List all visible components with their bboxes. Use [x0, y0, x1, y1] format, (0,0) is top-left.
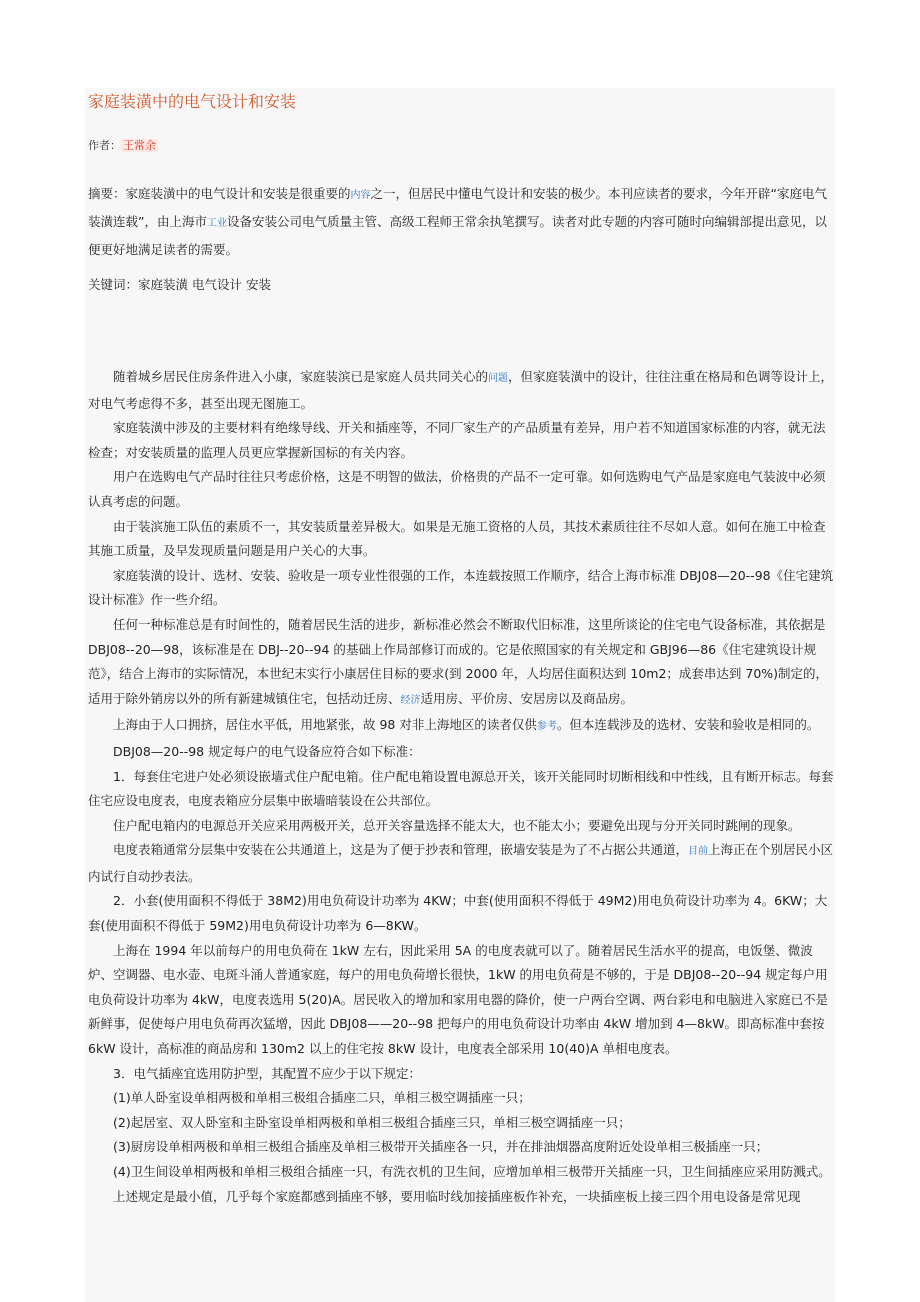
- article-body: [88, 365, 836, 1209]
- keyword-link-economy[interactable]: 经济: [400, 694, 421, 706]
- paragraph: 随着城乡居民住房条件进入小康，家庭装滨已是家庭人员共同关心的问题，但家庭装潢中的设计，往往注重在格局和色调等设计上，对电气考虑得不多，甚至出现无图施工。: [88, 369, 834, 411]
- abstract-text: 摘要：家庭装潢中的电气设计和安装是很重要的: [88, 186, 351, 201]
- article-title: 家庭装潢中的电气设计和安装: [88, 92, 297, 111]
- paragraph: 3．电气插座宜选用防护型，其配置不应少于以下规定：: [113, 1065, 421, 1081]
- author-name-link[interactable]: 王常余: [123, 139, 156, 152]
- paragraph: (1)单人卧室设单相两极和单相三极组合插座二只，单相三极空调插座一只；: [113, 1090, 531, 1106]
- abstract-text: 设备安装公司电气质量主管、高级工程师王常余执笔撰写。读者对此专题的内容可随时向编辑部提出意见，以便更好地满足读者的需要。: [88, 214, 827, 257]
- paragraph: 上海在 1994 年以前每户的用电负荷在 1kW 左右，因此采用 5A 的电度表就可以了。随着居民生活水平的提高，电饭堡、微波炉、空调器、电水壶、电斑斗涌人普通家庭，每户的用电负荷增长很快，1kW 的用电负荷是不够的，于是 DBJ08--20--94 规定每户用电负荷设计功率为 4kW，电度表选用 5(20)A。居民收入的增加和家用电器的降价，使一户两台空调、两台彩电和电脑进入家庭已不是新鲜事，促使每户用电负荷再次猛增，因此 DBJ08——20--98 把每户的用电负荷设计功率由 4kW 增加到 4—8kW。即高标准中套按 6kW 设计，高标准的商品房和 130m2 以上的住宅按 8kW 设计，电度表全部采用 10(40)A 单相电度表。: [88, 942, 829, 1057]
- keyword-link-current[interactable]: 目前: [688, 846, 709, 858]
- paragraph: 上述规定是最小值，几乎每个家庭都感到插座不够，要用临时线加接插座板作补充，一块插座板上接三四个用电设备是常见现: [113, 1188, 801, 1204]
- keyword-link-reference[interactable]: 参考: [536, 721, 557, 733]
- abstract: [88, 181, 834, 263]
- author-line: [88, 137, 158, 153]
- paragraph: 由于装滨施工队伍的素质不一，其安装质量差异极大。如果是无施工资格的人员，其技术素质往往不尽如人意。如何在施工中检查其施工质量，及早发现质量问题是用户关心的大事。: [88, 518, 826, 559]
- abstract-text: 之一，但居民中懂电气设计和安装的极少。本刊应读者的要求，今年开辟“家庭电气装潢连载”，由上海市: [88, 186, 827, 229]
- paragraph: 家庭装潢中涉及的主要材料有绝缘导线、开关和插座等，不同厂家生产的产品质量有差异，用户若不知道国家标准的内容，就无法检查；对安装质量的监理人员更应掌握新国标的有关内容。: [88, 420, 826, 460]
- keyword-link-content[interactable]: 内容: [350, 190, 371, 201]
- author-label: 作者：: [88, 139, 121, 152]
- paragraph: DBJ08—20--98 规定每户的电气设备应符合如下标准：: [113, 743, 421, 759]
- paragraph: 2．小套(使用面积不得低于 38M2)用电负荷设计功率为 4KW；中套(使用面积不得低于 49M2)用电负荷设计功率为 4。6KW；大套(使用面积不得低于 59M2)用电负荷设计功率为 6—8KW。: [88, 893, 828, 934]
- keywords: 关键词：家庭装潢 电气设计 安装: [88, 277, 271, 292]
- keyword-link-problem[interactable]: 问题: [488, 373, 509, 384]
- paragraph: 1．每套住宅进户处必须设嵌墙式住户配电箱。住户配电箱设置电源总开关，该开关能同时切断相线和中性线，且有断开标志。每套住宅应设电度表，电度表箱应分层集中嵌墙暗装设在公共部位。: [88, 768, 834, 809]
- paragraph: 任何一种标准总是有时间性的，随着居民生活的进步，新标准必然会不断取代旧标准，这里所谈论的住宅电气设备标准，其依据是 DBJ08--20—98，该标准是在 DBJ--20--94 的基础上作局部修订而成的。它是依照国家的有关规定和 GBJ96—86《住宅建筑设计规范》，结合上海市的实际情况，本世纪末实行小康居住目标的要求(到 2000 年，人均居住面积达到 10m2；成套串达到 70%)制定的，适用于除外销房以外的所有新建城镇住宅，包括动迁房、经济适用房、平价房、安居房以及商品房。: [88, 616, 829, 706]
- paragraph: (3)厨房设单相两极和单相三极组合插座及单相三极带开关插座各一只，并在排油烟器高度附近处设单相三极插座一只；: [113, 1139, 769, 1155]
- paragraph: 电度表箱通常分层集中安装在公共通道上，这是为了便于抄表和管理，嵌墙安装是为了不占据公共通道，目前上海正在个别居民小区内试行自动抄表法。: [88, 842, 834, 884]
- paragraph: 用户在选购电气产品时往往只考虑价格，这是不明智的做法，价格贵的产品不一定可靠。如何选购电气产品是家庭电气装波中必须认真考虑的问题。: [88, 469, 826, 509]
- paragraph: 家庭装潢的设计、选材、安装、验收是一项专业性很强的工作，本连载按照工作顺序，结合上海市标准 DBJ08—20--98《住宅建筑设计标准》作一些介绍。: [88, 567, 834, 608]
- paragraph: (2)起居室、双人卧室和主卧室设单相两极和单相三极组合插座三只，单相三极空调插座一只；: [113, 1114, 631, 1130]
- paragraph: 住户配电箱内的电源总开关应采用两极开关，总开关容量选择不能太大，也不能太小；要避免出现与分开关同时跳闸的现象。: [113, 817, 801, 833]
- keyword-link-industry[interactable]: 工业: [206, 218, 227, 229]
- paragraph: (4)卫生间设单相两极和单相三极组合插座一只，有洗衣机的卫生间，应增加单相三极带开关插座一只，卫生间插座应采用防溅式。: [113, 1164, 831, 1179]
- paragraph: 上海由于人口拥挤，居住水平低，用地紧张，故 98 对非上海地区的读者仅供参考。但本连载涉及的选材、安装和验收是相同的。: [113, 717, 820, 733]
